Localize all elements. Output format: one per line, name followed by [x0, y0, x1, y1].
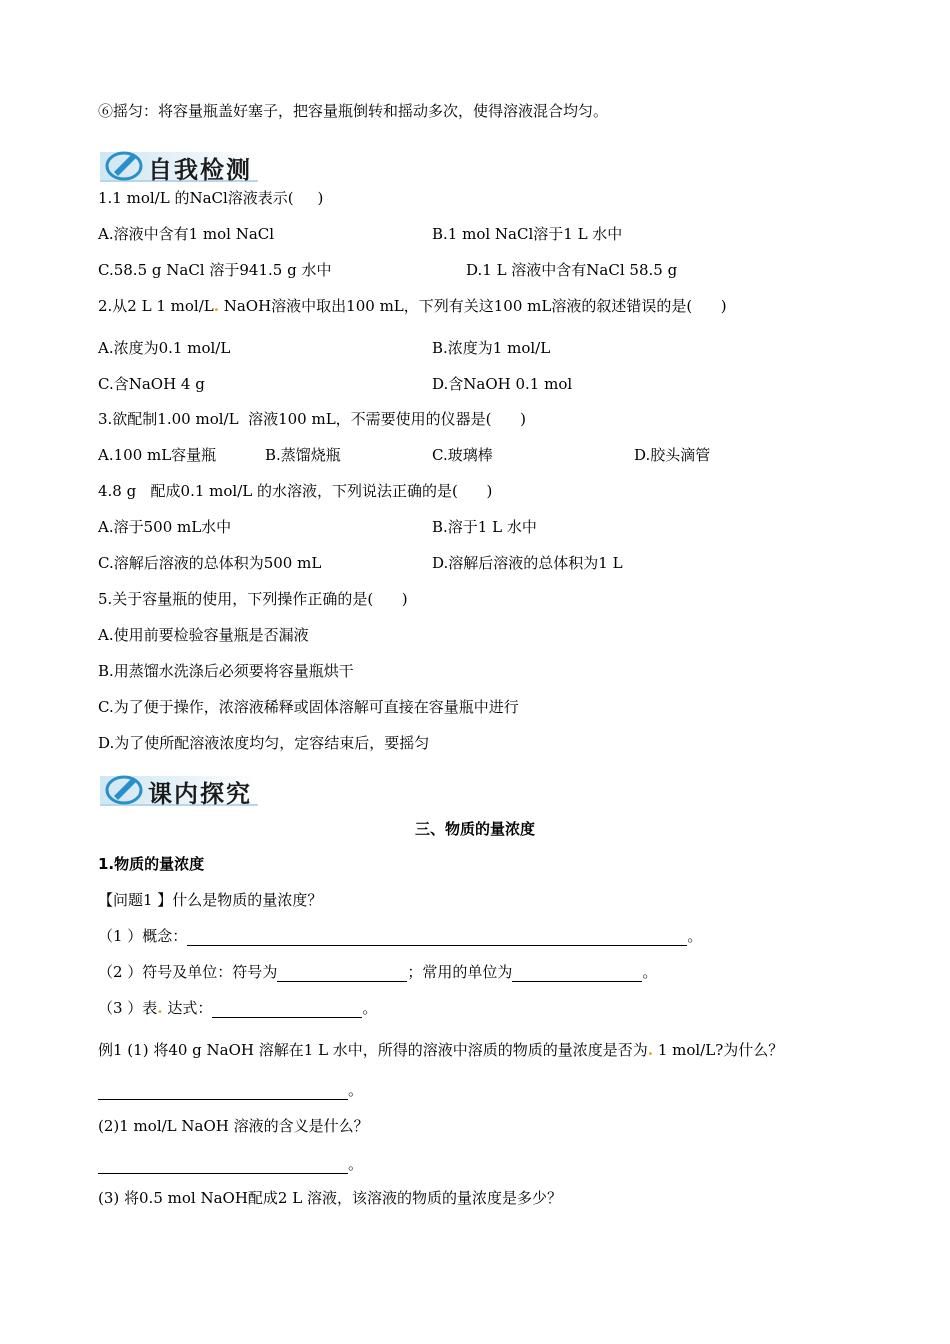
- q2-option-a: A.浓度为0.1 mol/L: [98, 339, 231, 357]
- q1-option-a: A.溶液中含有1 mol NaCl: [98, 225, 275, 243]
- example-1-part-1: [98, 1040, 783, 1060]
- self-check-title: 自我检测: [148, 156, 252, 184]
- item-1-label: （1 ）概念：: [98, 927, 188, 945]
- q5-stem: 5.关于容量瓶的使用，下列操作正确的是( ): [98, 590, 408, 608]
- self-check-banner: [100, 146, 260, 184]
- answer-blank[interactable]: [98, 1083, 348, 1100]
- question-1: 【问题1 】什么是物质的量浓度？: [98, 891, 323, 909]
- q4-stem: 4.8 g 配成0.1 mol/L 的水溶液，下列说法正确的是( ): [98, 482, 493, 500]
- example-2-end: 。: [348, 1155, 364, 1173]
- q3-stem: 3.欲配制1.00 mol/L 溶液100 mL，不需要使用的仪器是( ): [98, 410, 526, 428]
- class-explore-banner: [100, 770, 260, 808]
- example-1-part-2-answer-line: [98, 1154, 363, 1174]
- orange-dot: .: [157, 999, 163, 1017]
- q2-option-d: D.含NaOH 0.1 mol: [432, 375, 573, 393]
- item-1: [98, 926, 702, 946]
- answer-blank[interactable]: [187, 929, 687, 946]
- orange-dot: .: [213, 297, 219, 315]
- example-1-part-3: (3) 将0.5 mol NaOH配成2 L 溶液，该溶液的物质的量浓度是多少？: [98, 1189, 562, 1207]
- q2-stem-part-a: 2.从2 L 1 mol/L: [98, 297, 214, 315]
- item-3: [98, 998, 377, 1018]
- q2-stem: [98, 296, 727, 316]
- answer-blank[interactable]: [98, 1157, 348, 1174]
- item-3-label-b: 达式：: [162, 999, 213, 1017]
- example-1-part-2: (2)1 mol/L NaOH 溶液的含义是什么？: [98, 1117, 369, 1135]
- item-2-end: 。: [642, 963, 658, 981]
- step-6-text: ⑥摇匀：将容量瓶盖好塞子，把容量瓶倒转和摇动多次，使得溶液混合均匀。: [98, 102, 609, 120]
- q4-option-a: A.溶于500 mL水中: [98, 518, 232, 536]
- unit-blank[interactable]: [512, 965, 642, 982]
- subsection-title: 1.物质的量浓度: [98, 855, 205, 873]
- q5-option-b: B.用蒸馏水洗涤后必须要将容量瓶烘干: [98, 662, 354, 680]
- q1-option-b: B.1 mol NaCl溶于1 L 水中: [432, 225, 623, 243]
- q4-option-d: D.溶解后溶液的总体积为1 L: [432, 554, 623, 572]
- item-1-end: 。: [687, 927, 703, 945]
- q5-option-d: D.为了使所配溶液浓度均匀，定容结束后，要摇匀: [98, 734, 430, 752]
- item-2-label: （2 ）符号及单位：符号为: [98, 963, 278, 981]
- pen-icon: [104, 770, 144, 806]
- class-explore-title: 课内探究: [148, 780, 252, 808]
- q1-option-c: C.58.5 g NaCl 溶于941.5 g 水中: [98, 261, 332, 279]
- q4-option-b: B.溶于1 L 水中: [432, 518, 537, 536]
- q3-option-a: A.100 mL容量瓶: [98, 446, 217, 464]
- orange-dot: .: [647, 1041, 654, 1059]
- q1-option-d: D.1 L 溶液中含有NaCl 58.5 g: [466, 261, 678, 279]
- section-title: 三、物质的量浓度: [414, 820, 535, 838]
- item-2: [98, 962, 657, 982]
- q2-stem-part-b: NaOH溶液中取出100 mL，下列有关这100 mL溶液的叙述错误的是( ): [218, 297, 727, 315]
- item-2-mid: ；常用的单位为: [407, 963, 513, 981]
- q3-option-b: B.蒸馏烧瓶: [265, 446, 341, 464]
- pen-icon: [104, 146, 144, 182]
- q1-stem: 1.1 mol/L 的NaCl溶液表示( ): [98, 189, 324, 207]
- q2-option-b: B.浓度为1 mol/L: [432, 339, 551, 357]
- q5-option-c: C.为了便于操作，浓溶液稀释或固体溶解可直接在容量瓶中进行: [98, 698, 519, 716]
- symbol-blank[interactable]: [277, 965, 407, 982]
- q5-option-a: A.使用前要检验容量瓶是否漏液: [98, 626, 309, 644]
- q4-option-c: C.溶解后溶液的总体积为500 mL: [98, 554, 322, 572]
- example-1-answer-line: [98, 1080, 363, 1100]
- item-3-label-a: （3 ）表: [98, 999, 158, 1017]
- example-1-text-a: 例1 (1) 将40 g NaOH 溶解在1 L 水中，所得的溶液中溶质的物质的量浓度是否为: [98, 1041, 648, 1059]
- q3-option-d: D.胶头滴管: [634, 446, 711, 464]
- item-3-end: 。: [362, 999, 378, 1017]
- example-1-end: 。: [348, 1081, 364, 1099]
- q3-option-c: C.玻璃棒: [432, 446, 493, 464]
- example-1-text-b: 1 mol/L?为什么？: [653, 1041, 784, 1059]
- q2-option-c: C.含NaOH 4 g: [98, 375, 205, 393]
- expression-blank[interactable]: [212, 1001, 362, 1018]
